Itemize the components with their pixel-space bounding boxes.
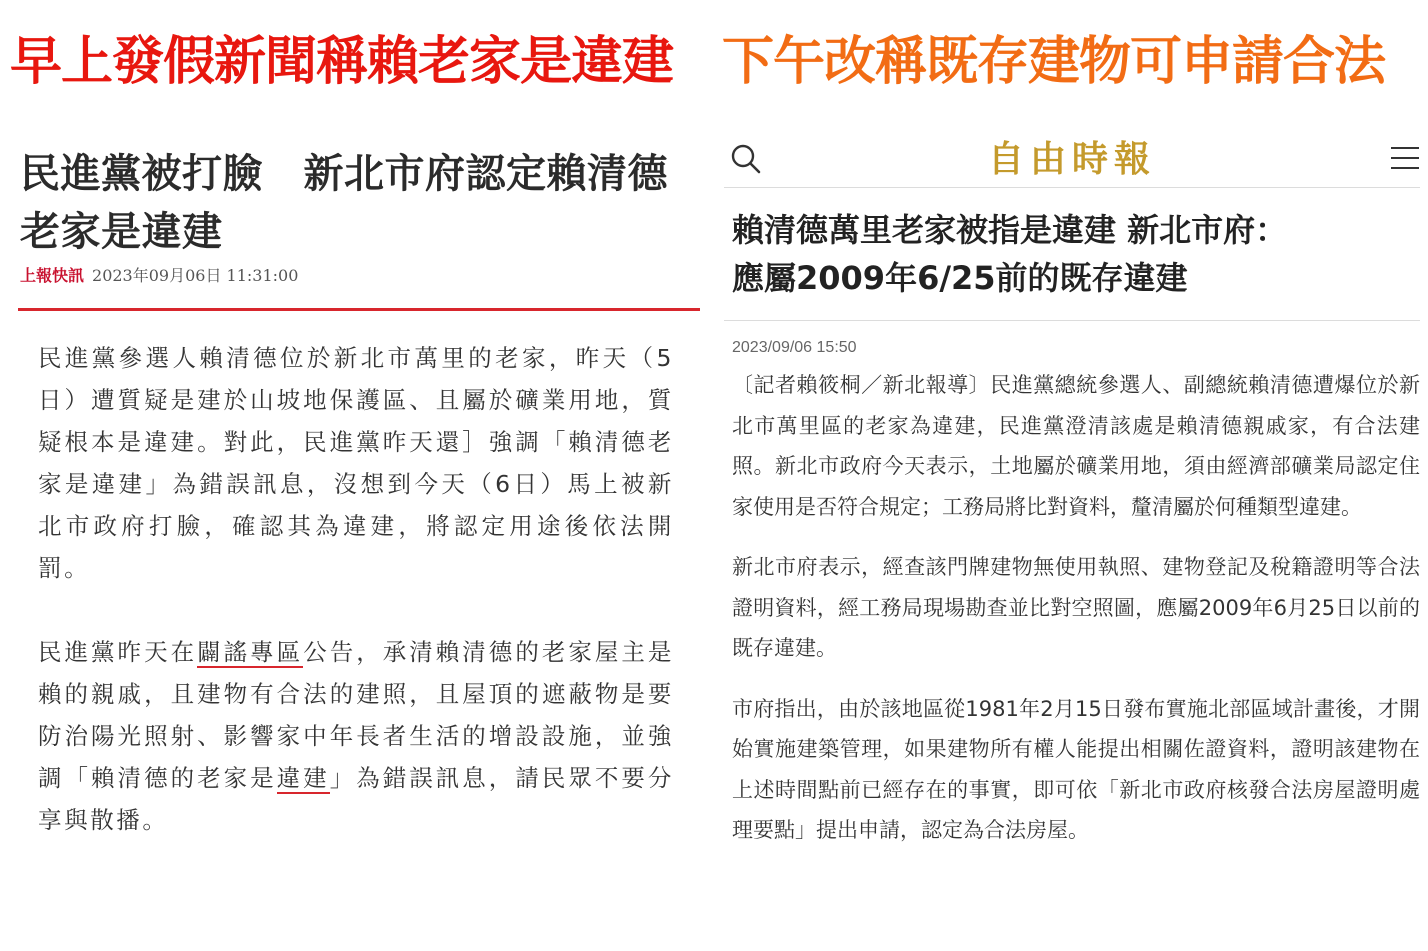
right-article <box>724 135 1420 851</box>
illegal-building-link[interactable]: 違建 <box>276 764 330 792</box>
left-p2-text-b: 公告，承清賴清德的老家屋主是賴的親戚，且建物有合法的建照，且屋頂的遮蔽物是要防治陽光照射、影響家中年長者生活的增設設施，並強調「賴清德的老家是 <box>38 638 675 792</box>
hamburger-menu-icon[interactable] <box>1390 145 1420 171</box>
right-article-title <box>732 206 1420 302</box>
left-article-paragraph-2 <box>18 631 674 841</box>
left-title-line2: 老家是違建 <box>20 208 223 255</box>
right-article-date: 2023/09/06 15:50 <box>732 339 857 356</box>
banner-left-caption: 早上發假新聞稱賴老家是違建 <box>10 32 674 92</box>
left-p2-text-c: 」為錯誤訊息，請民眾不要分享與散播。 <box>38 764 675 834</box>
left-article <box>18 135 700 841</box>
left-article-title <box>20 145 700 261</box>
right-title-line2: 應屬2009年6/25前的既存違建 <box>732 259 1188 297</box>
right-title-line1: 賴清德萬里老家被指是違建 新北市府： <box>732 211 1288 249</box>
left-article-divider <box>18 308 700 311</box>
right-site-header <box>724 135 1420 188</box>
site-logo[interactable]: 自由時報 <box>987 138 1156 180</box>
left-article-meta <box>20 263 700 286</box>
banner-right-caption: 下午改稱既存建物可申請合法 <box>722 32 1386 92</box>
right-article-paragraph-2: 新北市府表示，經查該門牌建物無使用執照、建物登記及稅籍證明等合法證明資料，經工務局現場勘查並比對空照圖，應屬2009年6月25日以前的既存違建。 <box>732 555 1420 660</box>
left-title-line1: 民進黨被打臉 新北市府認定賴清德 <box>20 150 668 197</box>
right-article-divider <box>724 320 1420 321</box>
left-article-source-link[interactable]: 上報快訊 <box>20 266 85 285</box>
left-article-datetime: 2023年09月06日 11:31:00 <box>92 266 299 285</box>
right-article-paragraph-1: 〔記者賴筱桐／新北報導〕民進黨總統參選人、副總統賴清德遭爆位於新北市萬里區的老家為違建，民進黨澄清該處是賴清德親戚家，有合法建照。新北市政府今天表示，土地屬於礦業用地，須由經濟部礦業局認定住家使用是否符合規定；工務局將比對資料，釐清屬於何種類型違建。 <box>732 373 1420 519</box>
right-article-paragraph-3: 市府指出，由於該地區從1981年2月15日發布實施北部區域計畫後，才開始實施建築管理，如果建物所有權人能提出相關佐證資料，證明該建物在上述時間點前已經存在的事實，即可依「新北市政府核發合法房屋證明處理要點」提出申請，認定為合法房屋。 <box>732 696 1420 842</box>
rumor-clarification-link[interactable]: 闢謠專區 <box>197 638 304 666</box>
left-p2-text-a: 民進黨昨天在 <box>38 638 198 666</box>
left-article-paragraph-1: 民進黨參選人賴清德位於新北市萬里的老家，昨天（5日）遭質疑是建於山坡地保護區、且屬於礦業用地，質疑根本是違建。對此，民進黨昨天還］強調「賴清德老家是違建」為錯誤訊息，沒想到今天（6日）馬上被新北市政府打臉，確認其為違建，將認定用途後依法開罰。 <box>38 344 674 582</box>
